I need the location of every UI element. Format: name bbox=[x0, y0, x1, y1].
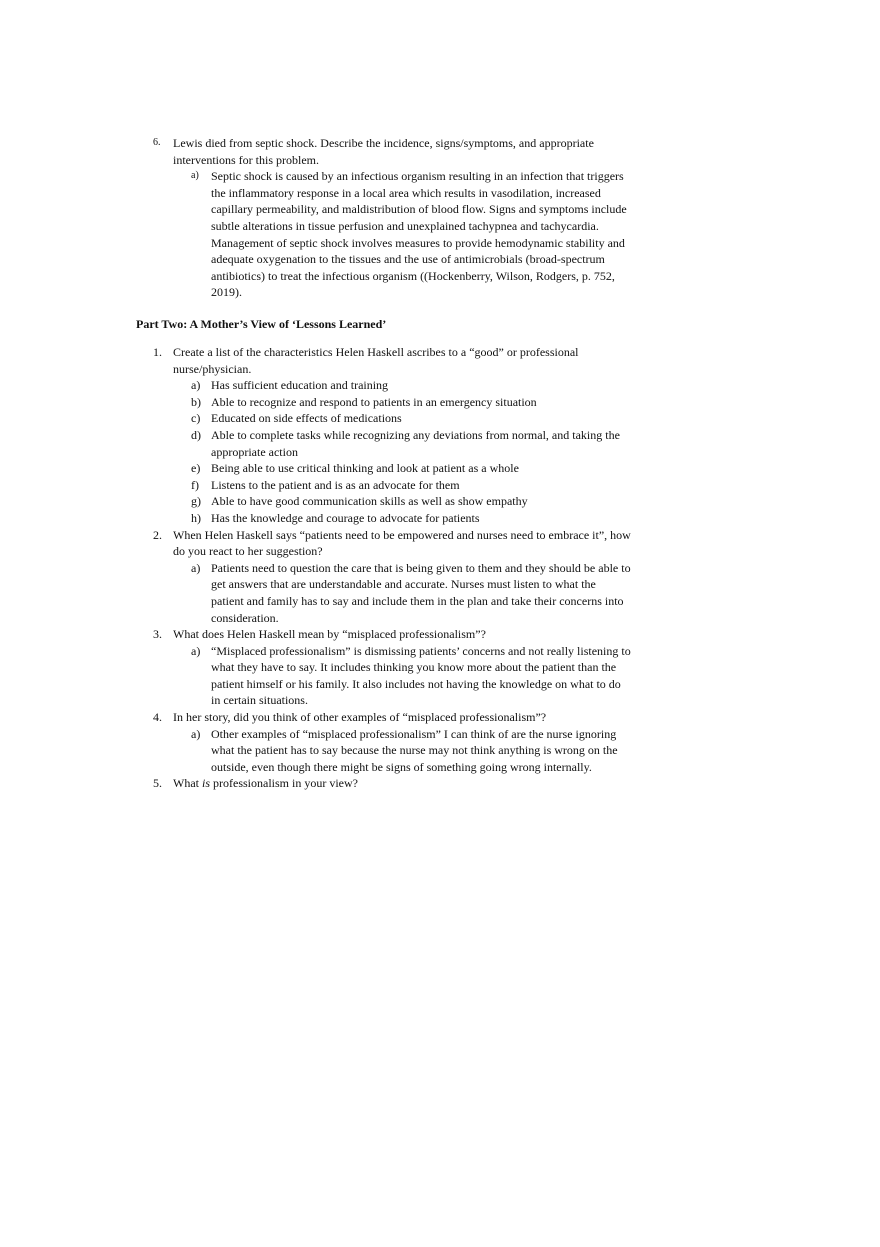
answer-text: Able to complete tasks while recognizing any deviations from normal, and taking the appropriate action bbox=[211, 427, 620, 459]
question-text: When Helen Haskell says “patients need to be empowered and nurses need to embrace it”, how do you react to her suggestion? bbox=[173, 527, 631, 559]
question-text: Lewis died from septic shock. Describe the incidence, signs/symptoms, and appropriate interventions for this problem. bbox=[173, 136, 594, 167]
answer-label: a) bbox=[191, 170, 199, 182]
question-6-answer-a bbox=[136, 168, 636, 301]
answer-text: Septic shock is caused by an infectious organism resulting in an infection that triggers the inflammatory response in a local area which results in vasodilation, increased capillary permeability, and maldistribution of blood flow. Signs and symptoms include subtle alterations in tissue perfusion and unexplained tachypnea and tachycardia. Management of septic shock involves measures to provide hemodynamic stability and adequate oxygenation to the tissues and the use of antimicrobials (broad-spectrum antibiotics) to treat the infectious organism ((Hockenberry, Wilson, Rodgers, p. 752, 2019). bbox=[211, 169, 627, 300]
answer-text: Has the knowledge and courage to advocate for patients bbox=[211, 510, 480, 525]
answer-text: Other examples of “misplaced professionalism” I can think of are the nurse ignoring what the patient has to say because the nurse may not think anything is wrong on the outside, even though there might be signs of something going wrong internally. bbox=[211, 726, 618, 774]
list-item bbox=[136, 394, 636, 411]
answer-label: g) bbox=[191, 494, 201, 509]
answer-label: a) bbox=[191, 643, 201, 658]
question-text bbox=[173, 775, 636, 792]
list-item bbox=[136, 510, 636, 527]
question-number: 6. bbox=[153, 137, 161, 148]
answer-label: d) bbox=[191, 427, 201, 442]
list-item bbox=[136, 377, 636, 394]
answer-label: a) bbox=[191, 560, 201, 575]
question-text: What does Helen Haskell mean by “misplaced professionalism”? bbox=[173, 627, 486, 642]
answer-text: Listens to the patient and is as an advocate for them bbox=[211, 477, 460, 492]
question-number: 3. bbox=[153, 627, 162, 642]
question-number: 4. bbox=[153, 710, 162, 725]
list-item bbox=[136, 427, 636, 460]
answer-text: Has sufficient education and training bbox=[211, 378, 389, 393]
answer-text: Able to recognize and respond to patients in an emergency situation bbox=[211, 394, 537, 409]
answer-text: Patients need to question the care that is being given to them and they should be able to get answers that are understandable and accurate. Nurses must listen to what the patient and family has to say and include them in the plan and take their concerns into consideration. bbox=[211, 560, 631, 625]
answer-label: h) bbox=[191, 510, 201, 525]
part-two-questions bbox=[136, 344, 636, 792]
question-2 bbox=[136, 527, 636, 560]
answer-label: a) bbox=[191, 726, 201, 741]
list-item bbox=[136, 460, 636, 477]
question-5 bbox=[136, 775, 636, 792]
question-1 bbox=[136, 344, 636, 377]
question-text-after: professionalism in your view? bbox=[210, 776, 358, 791]
question-text-before: What bbox=[173, 776, 202, 791]
question-text: In her story, did you think of other examples of “misplaced professionalism”? bbox=[173, 710, 547, 725]
list-item bbox=[136, 560, 631, 626]
answer-text: “Misplaced professionalism” is dismissing patients’ concerns and not really listening to what they have to say. It includes thinking you know more about the patient than the patient himself or his family. It also includes not having the knowledge on what to do in certain situations. bbox=[211, 643, 631, 708]
question-4 bbox=[136, 709, 636, 726]
answer-text: Able to have good communication skills as well as show empathy bbox=[211, 494, 528, 509]
question-text-italic: is bbox=[202, 776, 211, 791]
question-6 bbox=[136, 135, 636, 168]
question-text: Create a list of the characteristics Helen Haskell ascribes to a “good” or professional nurse/physician. bbox=[173, 345, 579, 376]
answer-label: f) bbox=[191, 477, 199, 492]
answer-label: e) bbox=[191, 461, 201, 476]
answer-label: c) bbox=[191, 411, 201, 426]
section-heading: Part Two: A Mother’s View of ‘Lessons Learned’ bbox=[136, 317, 387, 331]
question-6-block bbox=[136, 135, 636, 301]
list-item bbox=[136, 643, 631, 709]
answer-label: b) bbox=[191, 394, 201, 409]
list-item bbox=[136, 477, 636, 494]
question-number: 1. bbox=[153, 345, 162, 359]
answer-text: Being able to use critical thinking and look at patient as a whole bbox=[211, 461, 519, 476]
answer-label: a) bbox=[191, 378, 201, 393]
list-item bbox=[136, 493, 636, 510]
question-number: 2. bbox=[153, 527, 162, 542]
question-3 bbox=[136, 626, 636, 643]
list-item bbox=[136, 410, 636, 427]
answer-text: Educated on side effects of medications bbox=[211, 411, 402, 426]
question-number: 5. bbox=[153, 776, 162, 791]
list-item bbox=[136, 726, 641, 776]
